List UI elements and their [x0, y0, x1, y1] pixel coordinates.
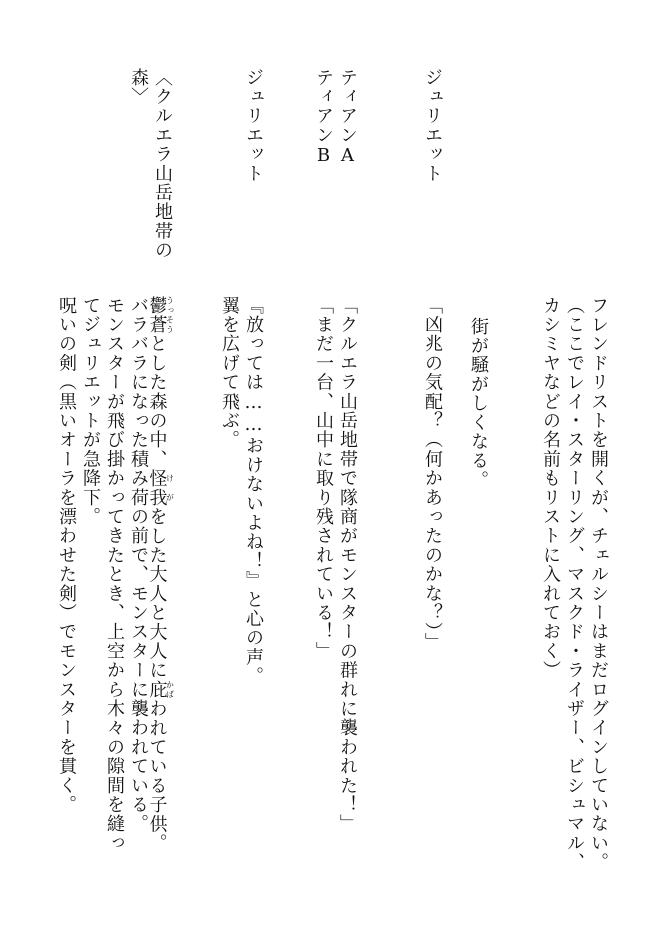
speaker-name: ティアンB: [313, 68, 334, 167]
narration-line-ruby: 鬱蒼うっそうとした森の中、怪我けがをした大人と大人に庇かばわれている子供。: [146, 296, 175, 853]
dialogue-line: 「まだ一台、山中に取り残されている！」: [313, 296, 334, 661]
narration-line: てジュリエットが急降下。: [80, 296, 101, 527]
narration-line: フレンドリストを開くが、チェルシーはまだログインしていない。: [588, 296, 609, 872]
narration-line: カシミヤなどの名前もリストに入れておく）: [540, 296, 561, 680]
narration-line: モンスターが飛び掛かってきたとき、上空から木々の隙間を縫っ: [104, 296, 125, 853]
narration-line: 街が騒がしくなる。: [468, 317, 489, 490]
dialogue-line: 「凶兆の気配？（何かあったのかな？）」: [422, 296, 443, 652]
narration-line: 呪いの剣（黒いオーラを漂わせた剣）でモンスターを貫く。: [56, 296, 77, 815]
dialogue-line: 「クルエラ山岳地帯で隊商がモンスターの群れに襲われた！」: [337, 296, 358, 834]
narration-line: 翼を広げて飛ぶ。: [219, 296, 240, 450]
narration-line: バラバラになった積み荷の前で、モンスターに襲われている。: [128, 296, 149, 834]
ruby-word: 庇かば: [146, 680, 175, 700]
narration-line: （ここでレイ・スターリング、マスクド・ライザー、ビシュマル、: [564, 296, 585, 872]
ruby-word: 鬱蒼うっそう: [146, 296, 175, 335]
scene-heading-cont: 森〉: [128, 68, 149, 107]
speaker-name: ジュリエット: [422, 68, 443, 184]
speaker-name: ティアンA: [337, 68, 358, 167]
scene-heading: 〈クルエラ山岳地帯の: [152, 68, 173, 260]
dialogue-line: 『放っては……おけないよね！』と心の声。: [243, 296, 264, 686]
ruby-word: 怪我けが: [146, 468, 175, 508]
speaker-name: ジュリエット: [243, 68, 264, 184]
